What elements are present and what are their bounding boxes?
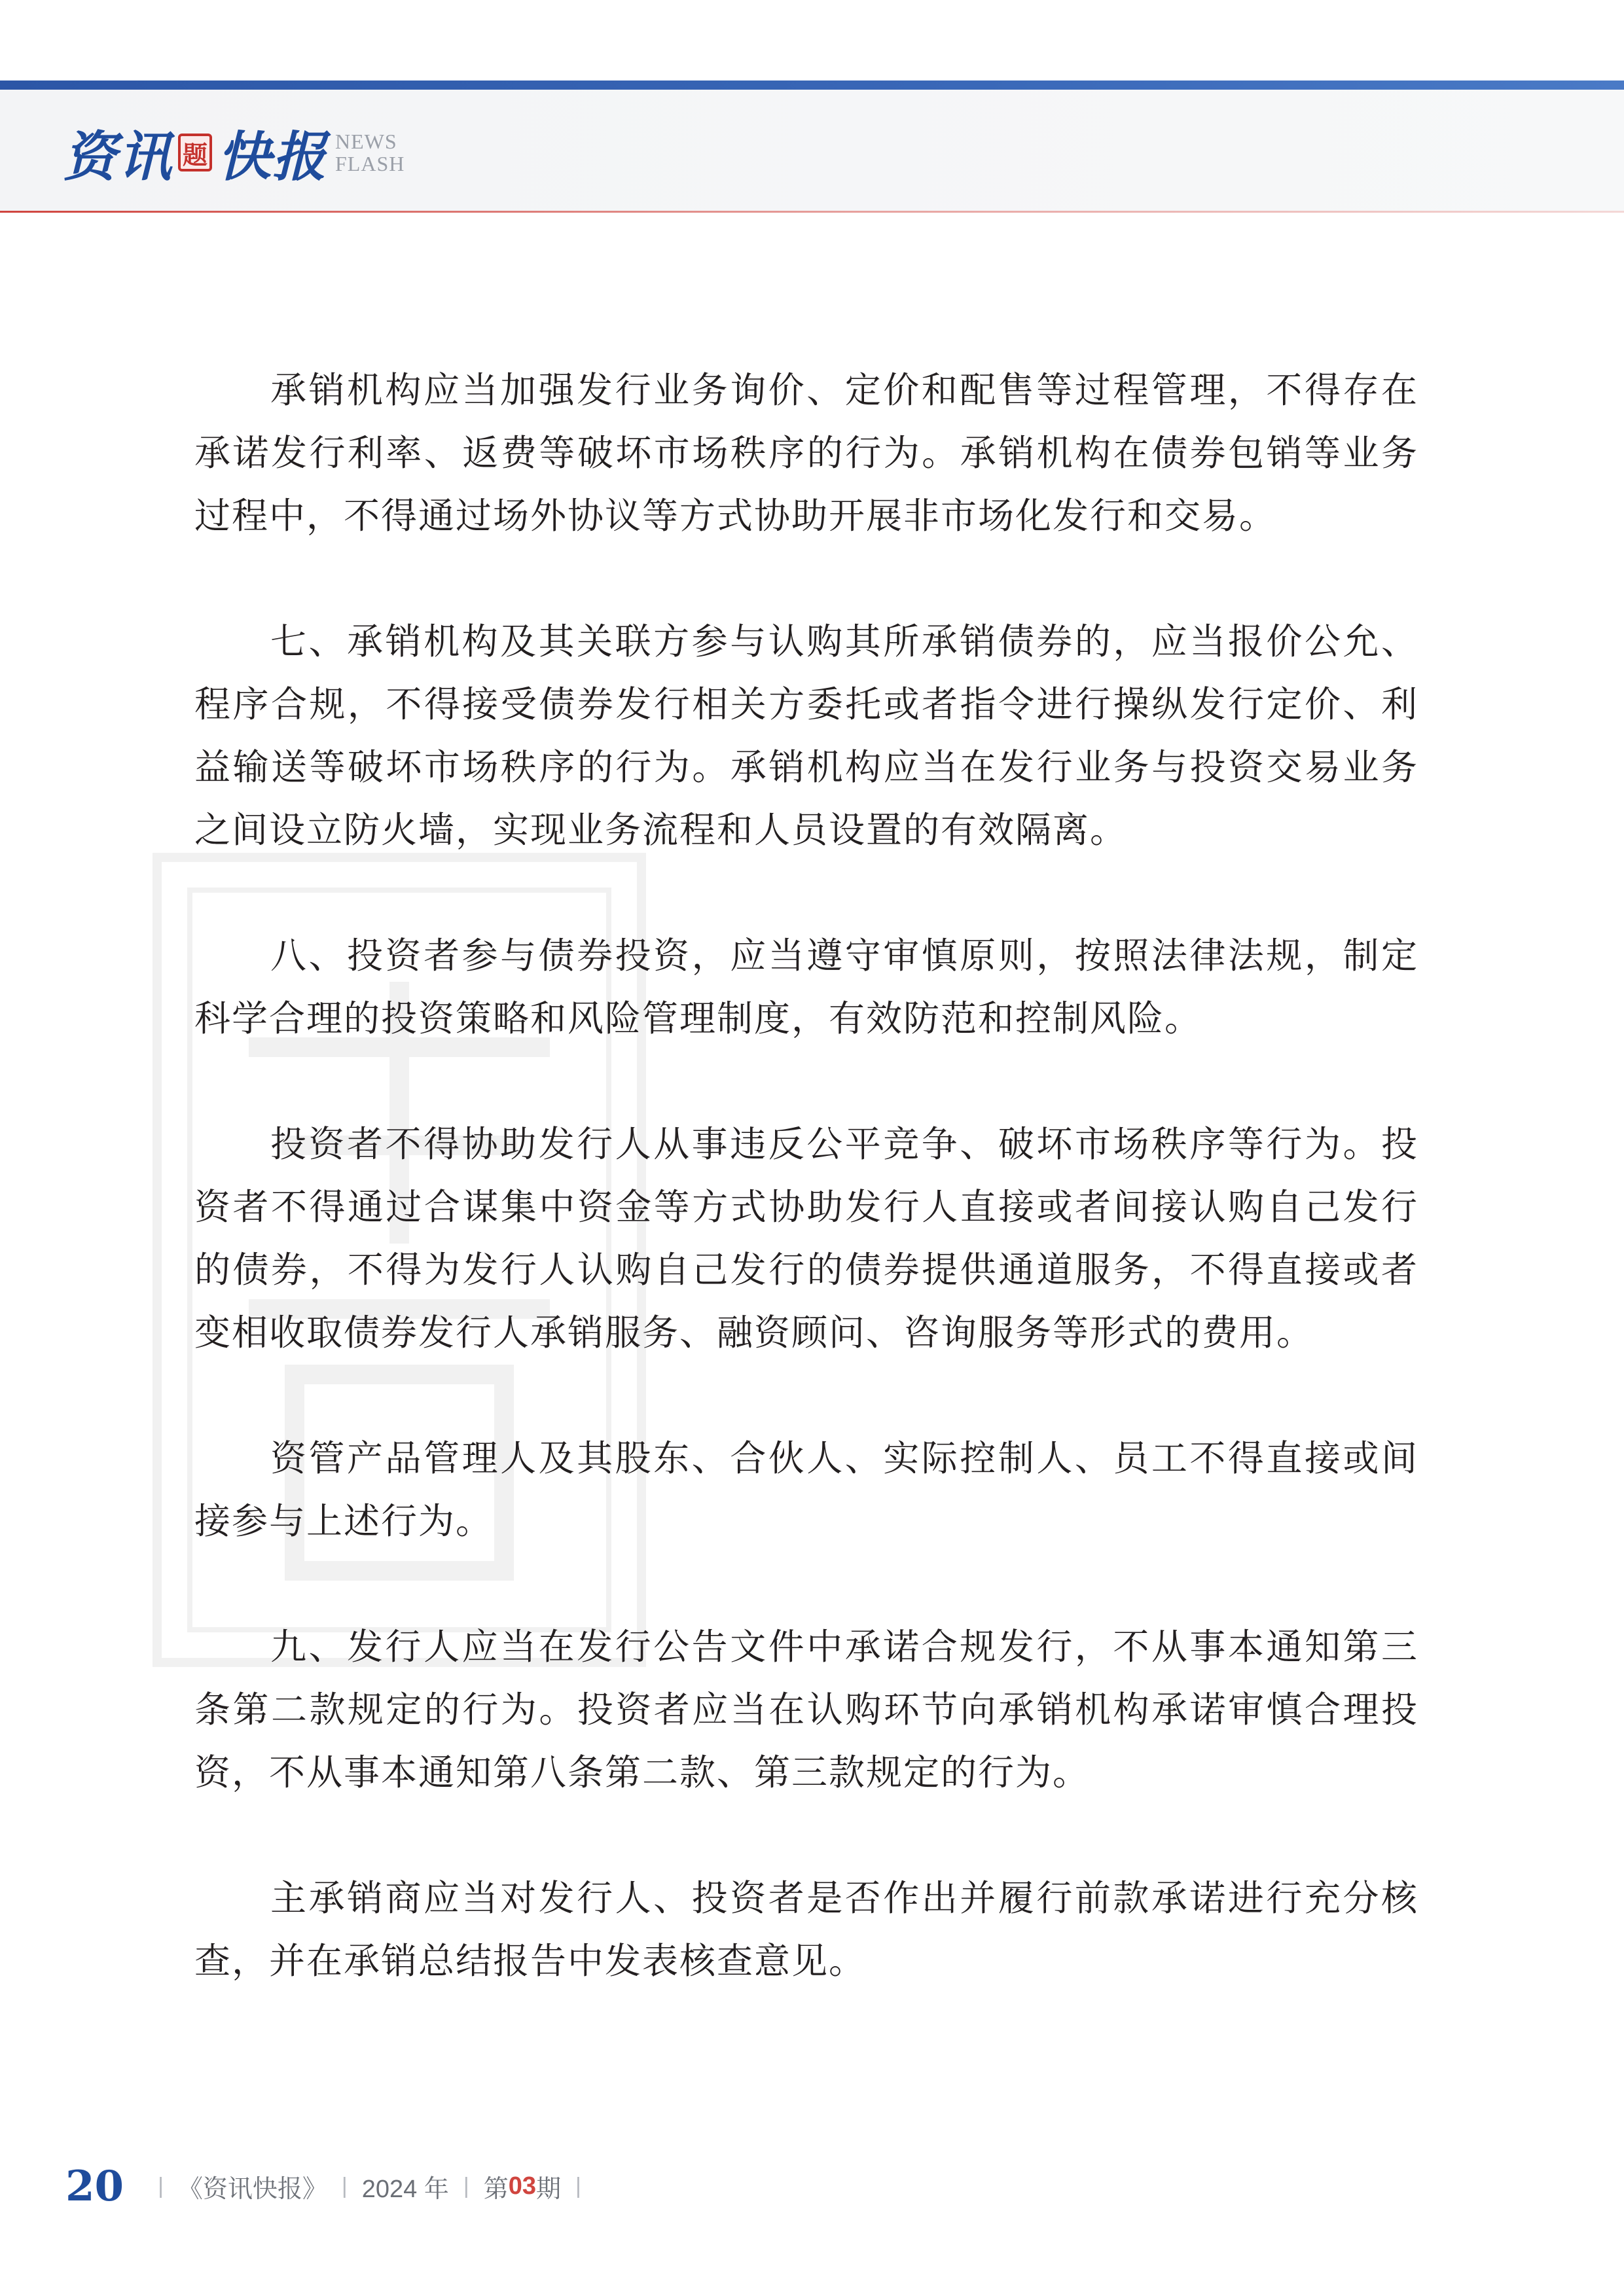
logo-text-left: 资讯 <box>63 125 173 188</box>
paragraph: 资管产品管理人及其股东、合伙人、实际控制人、员工不得直接或间接参与上述行为。 <box>194 1437 1418 1542</box>
logo-text-right: 快报 <box>217 125 327 188</box>
paragraph: 主承销商应当对发行人、投资者是否作出并履行前款承诺进行充分核查，并在承销总结报告中发表核查意见。 <box>194 1877 1418 1982</box>
footer-separator: | <box>158 2173 164 2198</box>
seal-icon: 题 <box>178 134 212 171</box>
page-footer <box>65 2160 596 2212</box>
paragraph: 承销机构应当加强发行业务询价、定价和配售等过程管理，不得存在承诺发行利率、返费等破坏市场秩序的行为。承销机构在债券包销等业务过程中，不得通过场外协议等方式协助开展非市场化发行和交易。 <box>194 369 1418 537</box>
paragraph: 七、承销机构及其关联方参与认购其所承销债券的，应当报价公允、程序合规，不得接受债券发行相关方委托或者指令进行操纵发行定价、利益输送等破坏市场秩序的行为。承销机构应当在发行业务与投资交易业务之间设立防火墙，实现业务流程和人员设置的有效隔离。 <box>194 620 1418 851</box>
logo-english-line2: FLASH <box>335 152 405 175</box>
paragraph: 投资者不得协助发行人从事违反公平竞争、破坏市场秩序等行为。投资者不得通过合谋集中资金等方式协助发行人直接或者间接认购自己发行的债券，不得为发行人认购自己发行的债券提供通道服务，不得直接或者变相收取债券发行人承销服务、融资顾问、咨询服务等形式的费用。 <box>194 1123 1418 1354</box>
paragraph: 九、发行人应当在发行公告文件中承诺合规发行，不从事本通知第三条第二款规定的行为。投资者应当在认购环节向承销机构承诺审慎合理投资，不从事本通知第八条第二款、第三款规定的行为。 <box>194 1626 1418 1793</box>
footer-separator: | <box>463 2173 469 2198</box>
logo-english <box>335 130 405 175</box>
article-body <box>194 359 1418 2055</box>
top-accent-bar <box>0 81 1624 90</box>
logo-english-line1: NEWS <box>335 130 397 153</box>
paragraph: 八、投资者参与债券投资，应当遵守审慎原则，按照法律法规，制定科学合理的投资策略和风险管理制度，有效防范和控制风险。 <box>194 935 1418 1039</box>
issue-suffix: 期 <box>536 2175 562 2203</box>
header-divider <box>0 211 1624 213</box>
footer-separator: | <box>575 2173 581 2198</box>
footer-separator: | <box>341 2173 348 2198</box>
page-number: 20 <box>65 2161 124 2211</box>
publication-year: 2024 年 <box>361 2175 449 2203</box>
issue-number: 03 <box>508 2172 536 2200</box>
newsletter-logo <box>63 117 405 188</box>
publication-title: 《资讯快报》 <box>177 2175 327 2203</box>
issue-prefix: 第 <box>483 2175 509 2203</box>
